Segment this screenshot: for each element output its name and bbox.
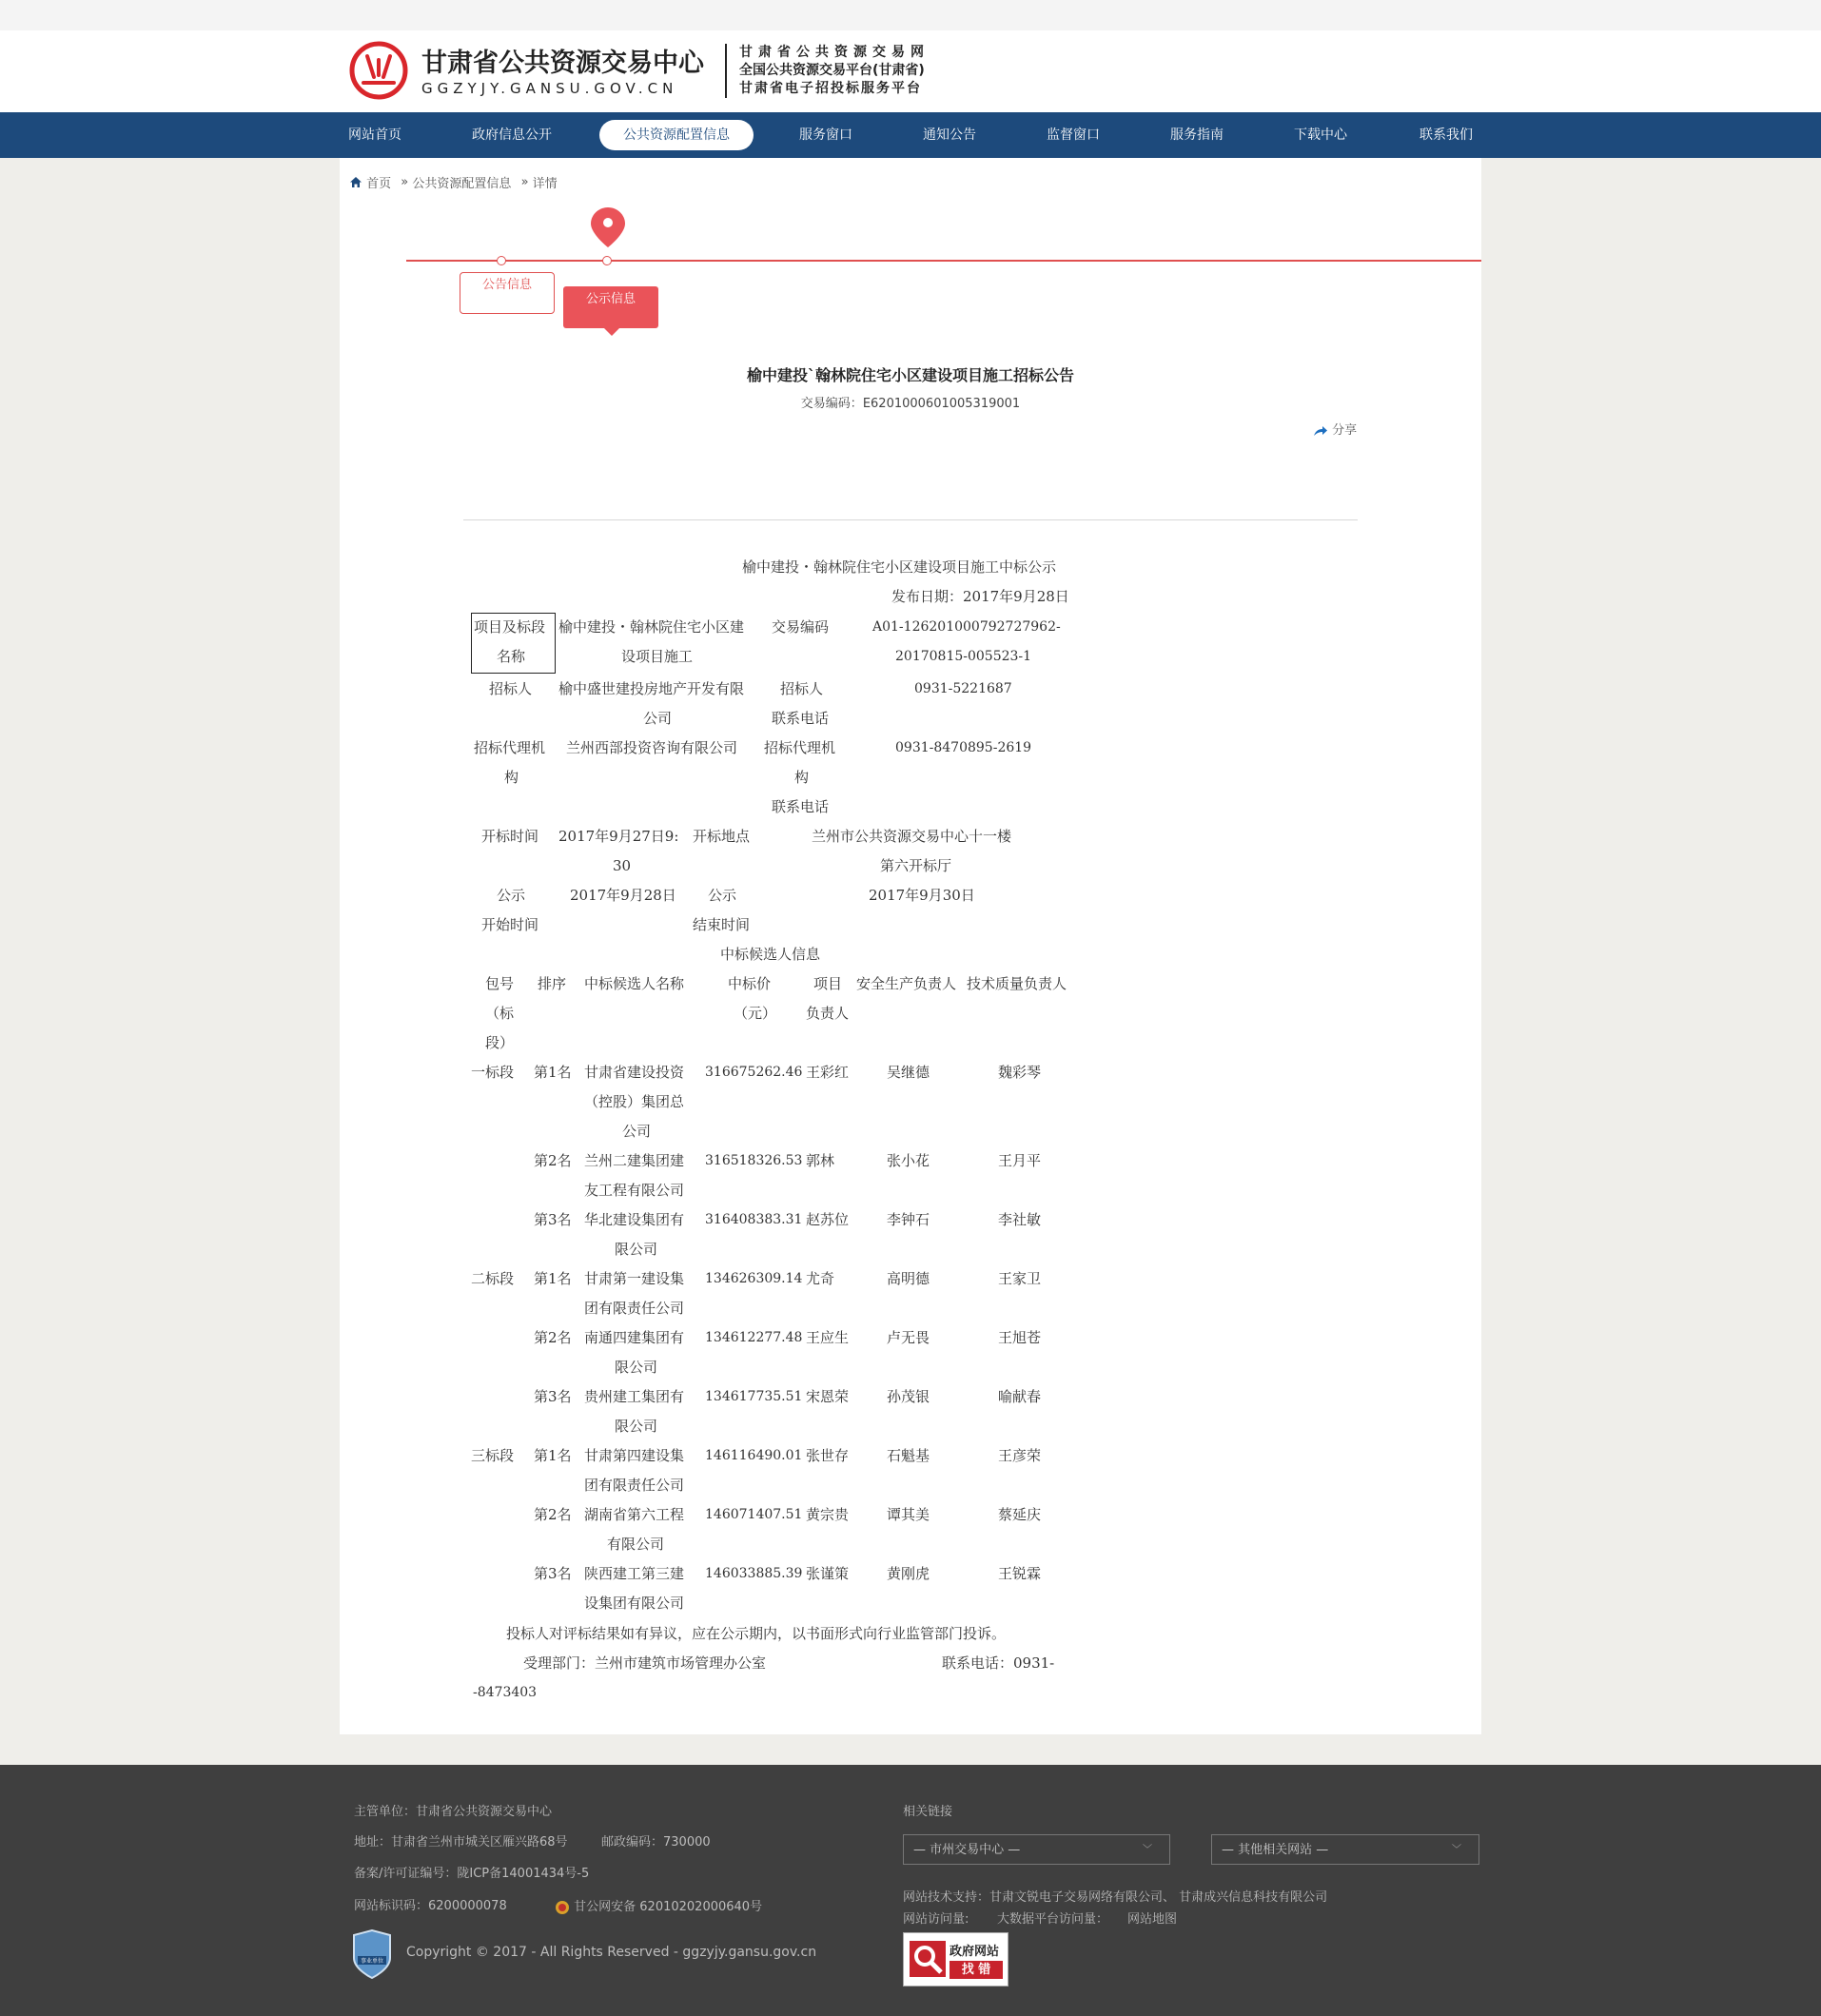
- magnifier-icon: [909, 1940, 947, 1978]
- candidate-quality-manager: 王月平: [998, 1152, 1042, 1169]
- candidate-rank: 第3名: [534, 1565, 572, 1582]
- candidate-package: 一标段: [471, 1064, 515, 1081]
- accepting-dept: 受理部门：兰州市建筑市场管理办公室: [523, 1654, 767, 1672]
- footer-links-title: 相关链接: [903, 1805, 953, 1819]
- candidate-project-manager: 张世存: [806, 1447, 850, 1464]
- candidate-price: 146033885.39: [705, 1566, 803, 1581]
- nav-item-gov-info[interactable]: 政府信息公开: [472, 127, 552, 143]
- badge-text: 事业单位: [360, 1958, 384, 1965]
- candidate-price: 316675262.46: [705, 1065, 803, 1080]
- info-label: 结束时间: [693, 916, 751, 933]
- candidate-name: 贵州建工集团有: [584, 1388, 685, 1405]
- candidate-name: 公司: [622, 1123, 652, 1140]
- nav-item-supervision[interactable]: 监督窗口: [1047, 127, 1100, 143]
- column-header: 安全生产负责人: [856, 975, 957, 992]
- info-value: 20170815-005523-1: [895, 649, 1032, 664]
- location-pin-icon: [589, 206, 627, 249]
- info-value: 公司: [643, 710, 673, 727]
- info-value: A01-126201000792727962-: [872, 619, 1061, 635]
- candidate-name: 限公司: [615, 1359, 658, 1376]
- candidate-price: 146071407.51: [705, 1507, 803, 1522]
- footer-sitemap-link[interactable]: 网站地图: [1127, 1912, 1178, 1927]
- info-value: 2017年9月28日: [570, 887, 676, 904]
- candidate-project-manager: 王彩红: [806, 1064, 850, 1081]
- candidate-name: 友工程有限公司: [584, 1182, 685, 1199]
- info-label: 联系电话: [772, 798, 830, 815]
- logo-subtitle: GGZYJY.GANSU.GOV.CN: [421, 80, 678, 97]
- info-value: 0931-5221687: [914, 681, 1012, 696]
- candidate-safety-manager: 卢无畏: [887, 1329, 930, 1346]
- public-institution-badge-icon[interactable]: [352, 1929, 392, 1979]
- timeline-line: [406, 260, 1481, 262]
- footer-copyright: Copyright © 2017 - All Rights Reserved - ggzyjy.gansu.gov.cn: [406, 1945, 817, 1960]
- gov-btn-bottom-text: 找 错: [950, 1961, 1003, 1979]
- home-icon: [349, 176, 362, 188]
- candidate-project-manager: 王应生: [806, 1329, 850, 1346]
- column-header: （标: [485, 1005, 515, 1022]
- nav-item-download[interactable]: 下载中心: [1294, 127, 1347, 143]
- candidate-project-manager: 赵苏位: [806, 1211, 850, 1228]
- candidate-project-manager: 郭林: [806, 1152, 835, 1169]
- logo-divider: [725, 44, 727, 98]
- info-label: 招标代理机: [474, 739, 546, 756]
- candidate-name: 限公司: [615, 1241, 658, 1258]
- footer-owner: 主管单位：甘肃省公共资源交易中心: [354, 1805, 553, 1819]
- select-value: — 其他相关网站 —: [1222, 1843, 1329, 1857]
- share-label: 分享: [1332, 423, 1358, 438]
- chevron-down-icon: ﹀: [1143, 1845, 1152, 1855]
- candidate-quality-manager: 王锐霖: [998, 1565, 1042, 1582]
- info-label: 构: [504, 769, 519, 786]
- candidate-price: 134612277.48: [705, 1330, 803, 1345]
- candidate-price: 134626309.14: [705, 1271, 803, 1286]
- share-button[interactable]: [1313, 420, 1357, 438]
- footer-bigdata-visits: 大数据平台访问量：: [997, 1912, 1109, 1927]
- nav-item-home[interactable]: 网站首页: [348, 127, 401, 143]
- candidate-name: 甘肃第四建设集: [584, 1447, 685, 1464]
- column-header: 排序: [538, 975, 567, 992]
- footer-site-id: 网站标识码：6200000078: [354, 1899, 507, 1913]
- nav-item-contact[interactable]: 联系我们: [1420, 127, 1473, 143]
- info-label: 招标人: [489, 680, 533, 697]
- timeline-dot: [602, 256, 612, 265]
- candidate-quality-manager: 蔡延庆: [998, 1506, 1042, 1523]
- breadcrumb-item[interactable]: 公共资源配置信息: [412, 177, 512, 191]
- info-label: 构: [794, 769, 810, 786]
- candidate-safety-manager: 吴继德: [887, 1064, 930, 1081]
- info-label: 开标地点: [693, 828, 751, 845]
- tab-publicity-info[interactable]: 公示信息: [563, 286, 658, 328]
- footer-police-text: 甘公网安备 62010202000640号: [574, 1900, 763, 1914]
- logo-title: 甘肃省公共资源交易中心: [421, 49, 704, 78]
- timeline-dot: [497, 256, 506, 265]
- info-label: 开始时间: [481, 916, 539, 933]
- candidate-quality-manager: 魏彩琴: [998, 1064, 1042, 1081]
- candidate-quality-manager: 李社敏: [998, 1211, 1042, 1228]
- column-header: 中标价: [728, 975, 772, 992]
- chevron-down-icon: ﹀: [1452, 1845, 1461, 1855]
- footer-postcode: 邮政编码：730000: [601, 1835, 711, 1850]
- info-label: 公示: [497, 887, 526, 904]
- info-label: 联系电话: [772, 710, 830, 727]
- double-chevron-icon: »: [401, 175, 409, 189]
- candidate-project-manager: 黄宗贵: [806, 1506, 850, 1523]
- info-value: 榆中建投・翰林院住宅小区建: [558, 618, 745, 636]
- nav-item-notices[interactable]: 通知公告: [923, 127, 976, 143]
- candidate-name: 兰州二建集团建: [584, 1152, 685, 1169]
- notice-title: 榆中建投・翰林院住宅小区建设项目施工中标公示: [742, 558, 1057, 576]
- candidates-title: 中标候选人信息: [720, 946, 821, 963]
- info-label: 招标代理机: [764, 739, 836, 756]
- footer-icp[interactable]: 备案/许可证编号：陇ICP备14001434号-5: [354, 1867, 590, 1881]
- footer-visits: 网站访问量:: [903, 1912, 969, 1927]
- candidate-safety-manager: 黄刚虎: [887, 1565, 930, 1582]
- candidate-package: 二标段: [471, 1270, 515, 1287]
- candidate-name: 南通四建集团有: [584, 1329, 685, 1346]
- candidate-rank: 第3名: [534, 1211, 572, 1228]
- other-sites-select[interactable]: [1211, 1834, 1479, 1865]
- info-value: 第六开标厅: [880, 857, 952, 874]
- candidate-rank: 第1名: [534, 1270, 572, 1287]
- info-value: 设项目施工: [621, 648, 694, 665]
- candidate-safety-manager: 孙茂银: [887, 1388, 930, 1405]
- candidate-project-manager: 尤奇: [806, 1270, 835, 1287]
- candidate-name: 限公司: [615, 1418, 658, 1435]
- gov-site-error-report-button[interactable]: [903, 1932, 1008, 1987]
- info-value: 2017年9月27日9:: [558, 828, 679, 845]
- info-label: 开标时间: [481, 828, 539, 845]
- candidate-rank: 第2名: [534, 1329, 572, 1346]
- transaction-code: [463, 393, 1358, 411]
- candidate-project-manager: 张谨策: [806, 1565, 850, 1582]
- candidate-price: 316408383.31: [705, 1212, 803, 1227]
- candidate-name: 团有限责任公司: [584, 1300, 685, 1317]
- share-arrow-icon: [1313, 425, 1328, 437]
- logo-right-text: [739, 44, 930, 98]
- top-strip: [0, 0, 1821, 30]
- police-badge-icon: [555, 1900, 570, 1915]
- info-label: 公示: [708, 887, 737, 904]
- column-header: 中标候选人名称: [584, 975, 685, 992]
- candidate-rank: 第2名: [534, 1506, 572, 1523]
- candidate-name: 湖南省第六工程: [584, 1506, 685, 1523]
- candidate-name: （控股）集团总: [584, 1093, 685, 1110]
- candidate-package: 三标段: [471, 1447, 515, 1464]
- tab-announcement-info[interactable]: 公告信息: [460, 272, 555, 314]
- candidate-quality-manager: 喻献春: [998, 1388, 1042, 1405]
- double-chevron-icon: »: [520, 175, 529, 189]
- candidate-quality-manager: 王彦荣: [998, 1447, 1042, 1464]
- nav-item-service-window[interactable]: 服务窗口: [799, 127, 852, 143]
- contact-phone: 联系电话：0931-: [942, 1654, 1055, 1672]
- candidate-quality-manager: 王旭苍: [998, 1329, 1042, 1346]
- candidate-safety-manager: 谭其美: [887, 1506, 930, 1523]
- publish-date: 发布日期：2017年9月28日: [891, 588, 1069, 605]
- candidate-name: 设集团有限公司: [584, 1595, 685, 1612]
- nav-item-resource-info[interactable]: 公共资源配置信息: [599, 120, 754, 150]
- city-centers-select[interactable]: [903, 1834, 1170, 1865]
- tab-pointer: [604, 328, 619, 336]
- document-title: 榆中建投`翰林院住宅小区建设项目施工招标公告: [746, 366, 1074, 384]
- header: [0, 30, 1821, 112]
- center-logo-icon: [349, 41, 408, 100]
- footer-police[interactable]: [555, 1896, 762, 1915]
- candidate-name: 陕西建工第三建: [584, 1565, 685, 1582]
- column-header: 包号: [485, 975, 515, 992]
- logo-right-line: 甘肃省电子招投标服务平台: [739, 81, 922, 96]
- complaint-note: 投标人对评标结果如有异议，应在公示期内，以书面形式向行业监管部门投诉。: [506, 1625, 1007, 1642]
- logo-right-line: 全国公共资源交易平台(甘肃省): [739, 63, 925, 78]
- transaction-code-label: 交易编码：: [800, 397, 863, 411]
- info-value: 兰州西部投资咨询有限公司: [566, 739, 738, 756]
- contact-phone-cont: -8473403: [473, 1685, 538, 1700]
- candidate-name: 华北建设集团有: [584, 1211, 685, 1228]
- footer-tech-support: 网站技术支持：甘肃文锐电子交易网络有限公司、 甘肃成兴信息科技有限公司: [903, 1890, 1328, 1905]
- candidate-safety-manager: 高明德: [887, 1270, 930, 1287]
- candidate-safety-manager: 张小花: [887, 1152, 930, 1169]
- breadcrumb-item: 详情: [532, 177, 558, 191]
- candidate-name: 团有限责任公司: [584, 1477, 685, 1494]
- candidate-safety-manager: 石魁基: [887, 1447, 930, 1464]
- breadcrumb: [349, 173, 558, 191]
- divider: [463, 519, 1358, 520]
- candidate-quality-manager: 王家卫: [998, 1270, 1042, 1287]
- candidate-rank: 第1名: [534, 1064, 572, 1081]
- breadcrumb-home[interactable]: 首页: [366, 177, 392, 191]
- candidate-rank: 第2名: [534, 1152, 572, 1169]
- candidate-price: 134617735.51: [705, 1389, 803, 1404]
- candidate-rank: 第3名: [534, 1388, 572, 1405]
- transaction-code-value: E6201000601005319001: [862, 397, 1021, 411]
- info-value: 兰州市公共资源交易中心十一楼: [812, 828, 1012, 845]
- column-header: 技术质量负责人: [967, 975, 1067, 992]
- column-header: 项目: [813, 975, 843, 992]
- candidate-name: 甘肃省建设投资: [584, 1064, 685, 1081]
- nav-item-guide[interactable]: 服务指南: [1170, 127, 1224, 143]
- column-header: 负责人: [806, 1005, 850, 1022]
- candidate-safety-manager: 李钟石: [887, 1211, 930, 1228]
- select-value: — 市州交易中心 —: [913, 1843, 1021, 1857]
- info-value: 榆中盛世建投房地产开发有限: [558, 680, 745, 697]
- candidate-name: 甘肃第一建设集: [584, 1270, 685, 1287]
- main-nav: [0, 112, 1821, 158]
- info-label: 交易编码: [772, 618, 830, 636]
- candidate-price: 316518326.53: [705, 1153, 803, 1168]
- info-label: 名称: [497, 648, 526, 665]
- column-header: 段）: [485, 1034, 515, 1051]
- info-label: 项目及标段: [474, 618, 546, 636]
- candidate-name: 有限公司: [607, 1536, 665, 1553]
- gov-btn-top-text: 政府网站: [950, 1945, 1000, 1959]
- info-value: 0931-8470895-2619: [895, 740, 1032, 755]
- logo-right-line: 甘肃省公共资源交易网: [739, 45, 930, 60]
- candidate-project-manager: 宋恩荣: [806, 1388, 850, 1405]
- column-header: （元）: [734, 1005, 777, 1022]
- footer-address: 地址：甘肃省兰州市城关区雁兴路68号: [354, 1835, 568, 1850]
- info-value: 30: [613, 857, 632, 874]
- candidate-rank: 第1名: [534, 1447, 572, 1464]
- candidate-price: 146116490.01: [705, 1448, 803, 1463]
- info-label: 招标人: [780, 680, 824, 697]
- info-value: 2017年9月30日: [869, 887, 975, 904]
